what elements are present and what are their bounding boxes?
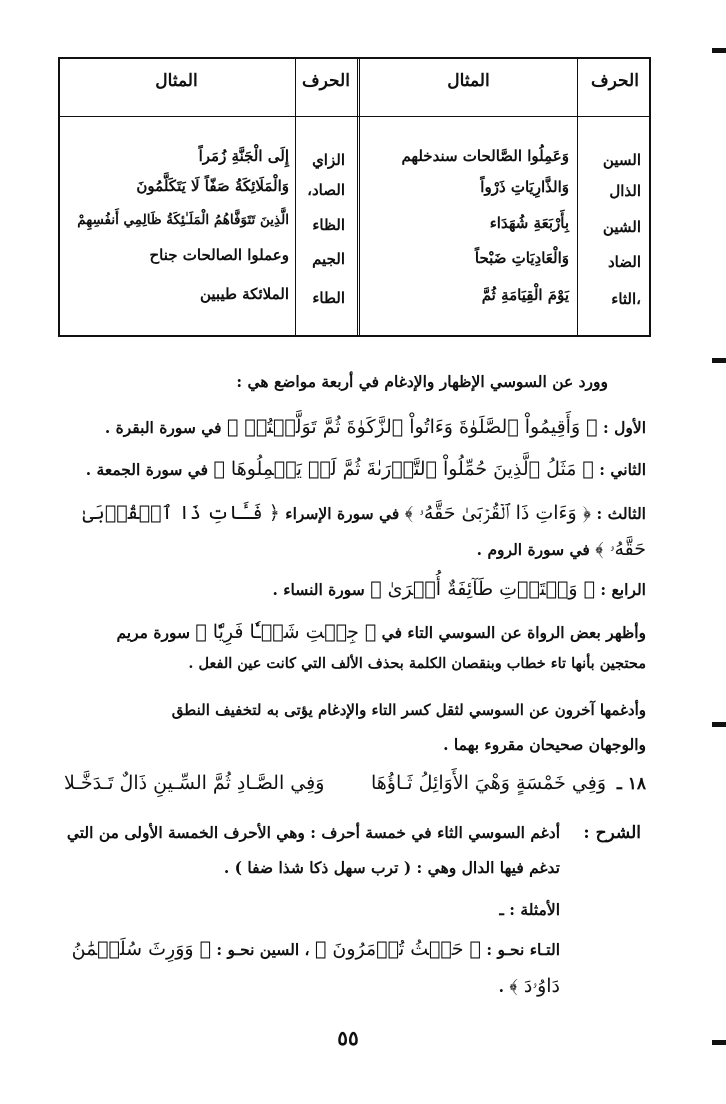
second-verse: ﴿ مَثَلُ ٱلَّذِينَ حُمِّلُواْ ٱلتَّوۡرَىٰةَ ثُمَّ لَمۡ يَحۡمِلُوهَا ﴾ [213,458,594,480]
right-row-letter: السين [602,151,641,169]
edge-mark [712,358,726,363]
first-label: الأول : [602,418,646,437]
second-label: الثاني : [599,460,646,479]
third-position-cont [477,538,646,560]
page-number: ٥٥ [337,1026,359,1050]
left-row-letter: الجيم [312,250,345,268]
right-row-example: وَالذَّارِيَاتِ ذَرْواً [480,178,569,196]
left-row-letter: الظاء [312,216,345,234]
idgham-line-1: وأدغمها آخرون عن السوسي لثقل كسر التاء والإدغام يؤتى به لتخفيف النطق [171,701,646,719]
third-verse: ﴿ وَءَاتِ ذَا ٱلۡقُرۡبَىٰ حَقَّهُۥ ﴾ [404,502,592,524]
header-letter-left: الحرف [302,71,350,91]
left-row-letter: الصاد، [307,181,345,199]
sharh-line-1: أدغم السوسي الثاء في خمسة أحرف : وهي الأحرف الخمسة الأولى من التي [66,823,560,842]
idgham-line-2: والوجهان صحيحان مقروء بهما . [443,735,646,754]
ex-end: . [498,977,504,996]
maryam-text-a: وأظهر بعض الرواة عن السوسي التاء في [381,623,646,642]
right-row-example: وَعَمِلُوا الصَّالحات سندخلهم [401,147,569,165]
maryam-line-1 [116,621,646,643]
table-divider [577,59,578,335]
left-row-example: الملائكة طيبين [199,285,289,303]
ex-taa-verse: ﴿ حَيۡثُ تُؤۡمَرُونَ ﴾ [314,938,481,960]
third-verse-2: ﴿ فَـَٔاتِ ذَا ٱلۡقُرۡبَىٰ [82,502,280,524]
third-verse-3: حَقَّهُۥ ﴾ [595,538,646,560]
ex-seen-verse-cont: دَاوُۥدَ ﴾ [509,975,560,997]
maryam-verse: ﴿ جِئۡتِ شَيۡـٔٗا فَرِيّٗا ﴾ [195,621,377,643]
third-position [83,502,646,524]
ex-taa-label: التـاء نحـو : [486,940,560,959]
examples-line-1 [72,938,560,960]
poem-left-hemistich: وَفِي الصَّـادِ ثُمَّ السِّـينِ ذَالٌ تَـدَخَّـلا [64,772,325,794]
fourth-position [272,578,646,600]
left-row-example: الَّذِينَ تَتَوَفَّاهُمُ الْمَلَـٰئِكَةُ ظَالِمِي أَنفُسِهِمْ [77,212,289,228]
fourth-tail: سورة النساء . [272,580,365,599]
table-divider [357,59,360,335]
maryam-line-2: محتجين بأنها تاء خطاب وبنقصان الكلمة بحذف الألف التي كانت عين الفعل . [188,655,646,672]
second-position [86,458,646,480]
first-tail: في سورة البقرة . [104,418,222,437]
ex-seen-verse: ﴿ وَوَرِثَ سُلَيۡمَٰنُ [71,938,211,960]
header-example-right: المثال [447,71,490,91]
sharh-line-2: تدغم فيها الدال وهي : ( ترب سهل ذكا شذا ضفا ) . [223,858,560,877]
right-row-letter: الضاد [608,253,641,271]
letters-table [58,57,651,337]
sharh-label: الشرح : [583,823,641,843]
third-label: الثالث : [596,504,646,523]
first-verse: ﴿ وَأَقِيمُواْ ٱلصَّلَوٰةَ وَءَاتُواْ ٱلزَّكَوٰةَ ثُمَّ تَوَلَّيۡتُمۡ ﴾ [226,416,598,438]
left-row-letter: الزاي [312,151,345,169]
right-row-letter: الشين [602,218,641,236]
left-row-letter: الطاء [312,289,345,307]
fourth-verse: ﴿ وَلۡتَأۡتِ طَآئِفَةٌ أُخۡرَىٰ ﴾ [370,578,596,600]
header-example-left: المثال [155,71,198,91]
first-position [105,416,646,438]
left-row-example: وعملوا الصالحات جناح [149,246,289,264]
maryam-text-b: سورة مريم [116,623,190,642]
left-row-example: وَالْمَلَائِكَةُ صَفّاً لَا يَتَكَلَّمُونَ [136,177,289,195]
right-row-example: بِأَرْبَعَةِ شُهَدَاء [489,214,569,232]
poem-number: ١٨ ـ [616,774,646,794]
intro-line: وورد عن السوسي الإظهار والإدغام في أربعة مواضع هي : [236,372,608,391]
left-row-example: إِلَى الْجَنَّةِ زُمَراً [198,147,289,165]
poem-right-hemistich: وَفِي خَمْسَةٍ وَهْيَ الأَوَائِلُ ثَـاؤُهَا [370,772,606,794]
edge-mark [712,48,726,53]
ex-seen-label: ، السين نحـو : [216,940,310,959]
right-row-example: وَالْعَادِيَاتِ ضَبْحاً [474,249,569,267]
right-row-letter: الذال [609,182,641,200]
header-letter-right: الحرف [591,71,639,91]
examples-label: الأمثلة : ـ [499,900,560,919]
fourth-label: الرابع : [600,580,646,599]
right-row-example: يَوْمَ الْقِيَامَةِ ثُمَّ [481,286,569,304]
edge-mark [712,1040,726,1045]
table-header-divider [60,116,649,117]
second-tail: في سورة الجمعة . [85,460,209,479]
table-divider [295,59,296,335]
third-mid: في سورة الإسراء [285,504,400,523]
examples-line-2 [499,975,560,997]
third-tail: في سورة الروم . [476,540,590,559]
right-row-letter: ،الثاء [611,290,641,308]
edge-mark [712,722,726,727]
